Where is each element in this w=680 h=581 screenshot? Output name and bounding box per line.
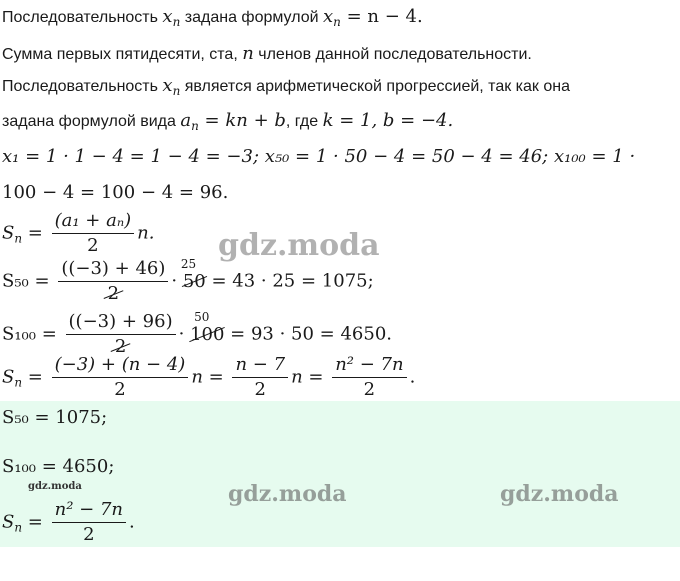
result: = 93 · 50 = 4650. bbox=[230, 323, 392, 345]
fraction bbox=[52, 210, 135, 257]
fraction bbox=[52, 354, 189, 401]
var-s: S bbox=[2, 366, 15, 388]
cancelled-number: 100 bbox=[190, 323, 225, 345]
end: . bbox=[129, 511, 135, 533]
text: Последовательность bbox=[2, 9, 163, 26]
fraction bbox=[52, 499, 126, 546]
sum-50-calc bbox=[2, 258, 374, 305]
answer-s100: S₁₀₀ = 4650; bbox=[2, 456, 115, 477]
sub-n: n bbox=[14, 231, 23, 246]
var-n: n bbox=[242, 43, 254, 64]
numerator: (a₁ + aₙ) bbox=[52, 210, 135, 234]
denominator: 2 bbox=[363, 379, 376, 400]
denominator: 2 bbox=[83, 524, 95, 545]
sequence-definition bbox=[2, 6, 423, 29]
sub-n: n bbox=[172, 84, 181, 98]
fraction bbox=[58, 258, 168, 305]
cancel-group bbox=[190, 309, 225, 345]
text: Сумма первых пятидесяти, ста, bbox=[2, 46, 243, 63]
var-s: S bbox=[2, 511, 15, 533]
var-x: x bbox=[323, 6, 334, 27]
sub-n: n bbox=[333, 15, 341, 29]
sum-general-calc: $S_n$ = $\frac{(-3) + (n - 4)}{2}$ n = $\frac{n - 7}{2}$ n = $\frac{\text{n² − 7n}}{2}$ . bbox=[2, 354, 416, 400]
answer-sn: $S_n$ = $\frac{\text{n² − 7n}}{2}$ . bbox=[2, 499, 135, 545]
text: задана формулой вида bbox=[2, 113, 181, 130]
mid: n = bbox=[191, 366, 224, 388]
sum-100-calc bbox=[2, 311, 392, 358]
text: Последовательность bbox=[2, 78, 163, 95]
cancel-group bbox=[180, 256, 206, 292]
watermark-small: gdz.moda bbox=[28, 481, 82, 492]
denominator-cancelled: 2 bbox=[105, 282, 122, 305]
answer-s50: S₅₀ = 1075; bbox=[2, 407, 108, 428]
denominator: 2 bbox=[87, 235, 99, 256]
numerator: n² − 7n bbox=[52, 499, 126, 523]
cancel-result: 50 bbox=[194, 309, 210, 324]
watermark-large: gdz.moda bbox=[218, 228, 380, 263]
cancel-result: 25 bbox=[180, 256, 197, 271]
var-a: a bbox=[180, 110, 192, 131]
terms-calc-cont: 100 − 4 = 100 − 4 = 96. bbox=[2, 182, 229, 203]
label: S₁₀₀ = bbox=[2, 323, 57, 345]
formula-type bbox=[2, 110, 453, 133]
var-s: S bbox=[2, 222, 15, 244]
numerator: ((−3) + 96) bbox=[66, 311, 176, 335]
text: задана формулой bbox=[180, 9, 323, 26]
cancelled-number: 50 bbox=[182, 270, 206, 292]
numerator: ((−3) + 46) bbox=[58, 258, 168, 282]
numerator: n − 7 bbox=[232, 354, 288, 378]
text: , где bbox=[285, 113, 323, 130]
denominator: 2 bbox=[254, 379, 266, 400]
denominator: 2 bbox=[114, 379, 126, 400]
fraction bbox=[66, 311, 176, 358]
an-formula: = kn + b bbox=[198, 110, 286, 131]
result: = 43 · 25 = 1075; bbox=[211, 270, 374, 292]
end: . bbox=[409, 366, 416, 388]
label: S₅₀ = bbox=[2, 270, 50, 292]
formula-tail: n. bbox=[137, 222, 155, 244]
kb-values: k = 1, b = −4. bbox=[322, 110, 454, 131]
sub-n: n bbox=[191, 119, 199, 133]
var-x: x bbox=[162, 75, 173, 96]
numerator: n² − 7n bbox=[332, 354, 406, 378]
sub-n: n bbox=[14, 520, 23, 535]
sub-n: n bbox=[172, 15, 181, 29]
formula-tail: = n − 4. bbox=[340, 6, 423, 27]
text: членов данной последовательности. bbox=[253, 46, 532, 63]
answer-box bbox=[0, 401, 680, 547]
fraction bbox=[232, 354, 288, 401]
progression-statement bbox=[2, 75, 570, 98]
task-statement bbox=[2, 43, 532, 64]
sum-formula: $S_n$ = $\frac{\text{(a₁ + aₙ)}}{2}$ n. bbox=[2, 210, 155, 256]
cdot: · bbox=[171, 270, 178, 292]
mid: n = bbox=[291, 366, 324, 388]
numerator: (−3) + (n − 4) bbox=[52, 354, 189, 378]
text: является арифметической прогрессией, так как она bbox=[180, 78, 570, 95]
var-x: x bbox=[162, 6, 173, 27]
denominator-cancelled: 2 bbox=[112, 335, 129, 358]
fraction bbox=[332, 354, 406, 401]
cdot: · bbox=[178, 323, 185, 345]
watermark: gdz.moda bbox=[500, 481, 619, 507]
terms-calc: x₁ = 1 · 1 − 4 = 1 − 4 = −3; x₅₀ = 1 · 50 − 4 = 50 − 4 = 46; x₁₀₀ = 1 · bbox=[2, 146, 636, 167]
watermark: gdz.moda bbox=[228, 481, 347, 507]
sub-n: n bbox=[14, 375, 23, 390]
